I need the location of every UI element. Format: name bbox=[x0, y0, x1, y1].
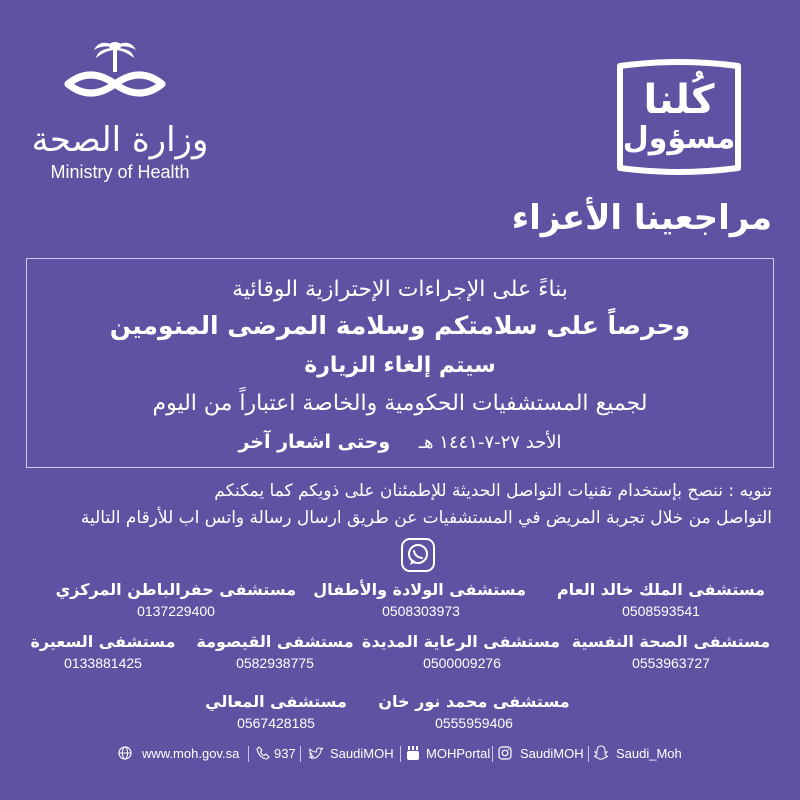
hospital-name: مستشفى الصحة النفسية bbox=[571, 632, 771, 651]
hospital-name: مستشفى القيصومة bbox=[196, 632, 354, 651]
moh-arabic-logotype: وزارة الصحة bbox=[31, 120, 209, 160]
panel-line-4: لجميع المستشفيات الحكومية والخاصة اعتباراً من اليوم bbox=[152, 391, 648, 416]
panel-line-5 bbox=[27, 431, 773, 453]
hospital-name: مستشفى حفرالباطن المركزي bbox=[55, 580, 296, 599]
instagram-icon bbox=[498, 746, 512, 760]
hospital-phone: 0137229400 bbox=[137, 603, 215, 619]
hospital-6 bbox=[192, 632, 358, 671]
footer-website[interactable]: www.moh.gov.sa bbox=[142, 746, 240, 761]
headline: مراجعينا الأعزاء bbox=[511, 198, 772, 238]
hospital-phone: 0582938775 bbox=[236, 655, 314, 671]
hospital-8 bbox=[376, 692, 572, 731]
hospital-phone: 0508593541 bbox=[622, 603, 700, 619]
hospital-7 bbox=[28, 632, 178, 671]
footer-snapchat[interactable]: Saudi_Moh bbox=[616, 746, 682, 761]
panel-until: وحتى اشعار آخر bbox=[238, 431, 391, 453]
globe-icon bbox=[118, 746, 132, 760]
hospital-3 bbox=[56, 580, 296, 619]
footer-instagram[interactable]: SaudiMOH bbox=[520, 746, 584, 761]
footer-youtube[interactable]: MOHPortal bbox=[426, 746, 491, 761]
panel-line-1: بناءً على الإجراءات الإحترازية الوقائية bbox=[232, 277, 568, 302]
snapchat-icon bbox=[594, 745, 608, 760]
footer-twitter[interactable]: SaudiMOH bbox=[330, 746, 394, 761]
note-line-2: التواصل من خلال تجربة المريض في المستشفيات عن طريق ارسال رسالة واتس اب للأرقام التالية bbox=[80, 508, 772, 528]
hospital-4 bbox=[566, 632, 776, 671]
panel-date: الأحد ٢٧-٧-١٤٤١ هـ bbox=[418, 432, 562, 453]
hospital-5 bbox=[361, 632, 560, 671]
hospital-phone: 0567428185 bbox=[237, 715, 315, 731]
hospital-phone: 0555959406 bbox=[435, 715, 513, 731]
moh-emblem-icon bbox=[60, 36, 170, 108]
moh-english-logotype: Ministry of Health bbox=[50, 162, 190, 182]
hospital-9 bbox=[196, 692, 356, 731]
hospital-2 bbox=[313, 580, 526, 619]
hospital-name: مستشفى الرعاية المديدة bbox=[361, 632, 560, 651]
hospital-name: مستشفى محمد نور خان bbox=[378, 692, 570, 711]
whatsapp-icon bbox=[401, 538, 435, 572]
twitter-icon bbox=[308, 747, 323, 760]
hospital-name: مستشفى الملك خالد العام bbox=[556, 580, 766, 599]
hospital-name: مستشفى الولادة والأطفال bbox=[313, 580, 526, 599]
hospital-name: مستشفى السعيرة bbox=[30, 632, 176, 651]
footer-phone[interactable]: 937 bbox=[274, 746, 296, 761]
panel-line-3: سيتم إلغاء الزيارة bbox=[304, 353, 496, 378]
hospital-phone: 0508303973 bbox=[382, 603, 460, 619]
panel-line-2: وحرصاً على سلامتكم وسلامة المرضى المنومين bbox=[109, 311, 691, 340]
hospital-1 bbox=[556, 580, 766, 619]
announcement-panel bbox=[26, 258, 774, 468]
hospital-phone: 0553963727 bbox=[632, 655, 710, 671]
hospital-name: مستشفى المعالي bbox=[205, 692, 347, 711]
hospital-phone: 0500009276 bbox=[423, 655, 501, 671]
campaign-logo-line2: مسؤول bbox=[622, 121, 736, 156]
hospital-phone: 0133881425 bbox=[64, 655, 142, 671]
campaign-logo-line1: كُلنا bbox=[643, 77, 715, 123]
footer bbox=[0, 742, 800, 766]
phone-icon bbox=[256, 746, 270, 760]
note-line-1: تنويه : ننصح بإستخدام تقنيات التواصل الحديثة للإطمئنان على ذويكم كما يمكنكم bbox=[214, 481, 772, 501]
youtube-icon bbox=[406, 746, 420, 761]
